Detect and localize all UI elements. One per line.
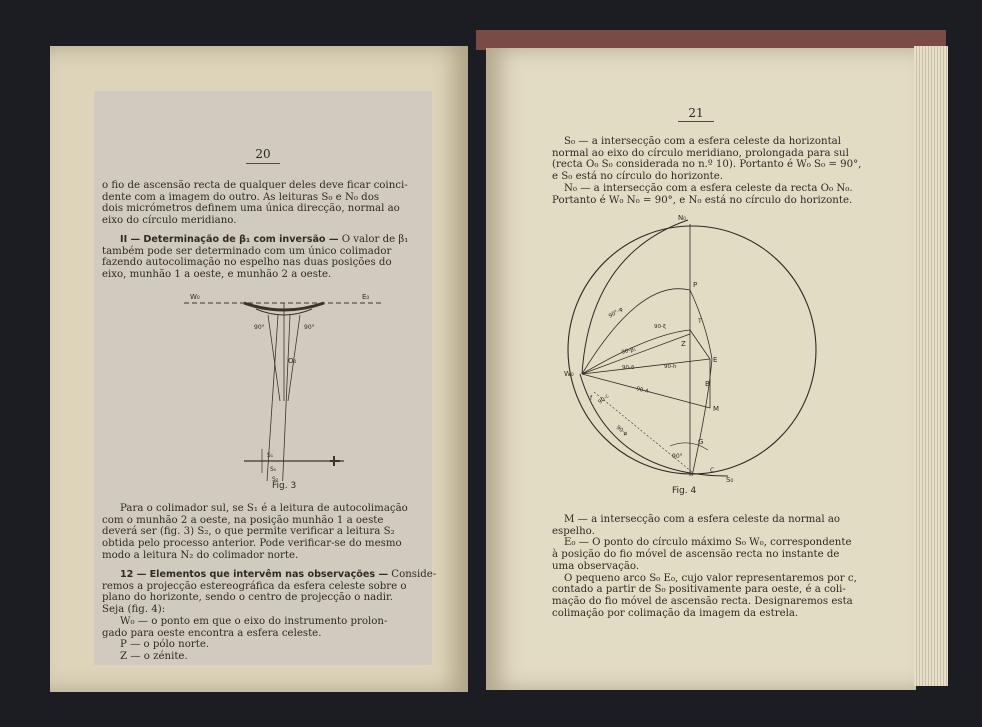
fig4-label-b: B [705, 380, 710, 388]
fig4-angle-8: 90-φ [614, 424, 629, 438]
fig3-label-w: W₀ [190, 293, 200, 301]
section-11-heading: II — Determinação de β₁ com inversão — [120, 234, 339, 245]
left-paragraph-2: Para o colimador sul, se S₁ é a leitura de autocolimação com o munhão 2 a oeste, na posição munhão 1 a oeste deverá ser (fig. 3) S₂, o que permite verificar a leitura S₂ obtida pelo processo anterior. Pode verificar-se do mesmo modo a leitura N₂ do colimador norte. [102, 503, 408, 561]
fig3-label-o: O₀ [288, 357, 297, 365]
fig4-angle-3: 90-β₁ [621, 346, 637, 356]
fig3-label-s2: S₂ [272, 476, 279, 481]
fig4-label-c: C [710, 467, 715, 474]
fig3-label-s0: S₀ [270, 466, 277, 473]
fig3-caption: Fig. 3 [272, 481, 297, 491]
left-page [50, 46, 468, 692]
right-page [486, 48, 916, 690]
figure-3 [184, 291, 404, 481]
fig4-label-t: T [698, 318, 702, 325]
fig4-angle-2: 90-ξ [654, 324, 667, 330]
page-number-left: 20 [255, 147, 271, 161]
fig3-label-e: E₀ [362, 293, 370, 301]
fig4-label-w: W₀ [564, 370, 574, 378]
section-12: 12 — Elementos que intervêm nas observações — Conside- remos a projecção estereográfica da esfera celeste sobre o plano do horizonte, sendo o centro de projecção o nadir. Seja (fig. 4): W₀ — o ponto em que o eixo do instrumento prolon- gado para oeste encontra a esfera celeste. P — o pólo norte. Z — o zénite. [102, 569, 437, 662]
fig4-label-s: S₀ [726, 476, 734, 482]
fig4-angle-7: 90-c [597, 393, 611, 406]
book-spine-edge [476, 30, 946, 50]
fig3-angle-left: 90° [254, 324, 265, 331]
fig4-label-f: f [590, 395, 593, 402]
page-edges [914, 46, 948, 686]
fig4-label-g: G [698, 438, 704, 446]
fig4-angle-5: 90-h [664, 364, 677, 370]
section-11: II — Determinação de β₁ com inversão — O valor de β₁ também pode ser determinado com um único colimador fazendo autocolimação no espelho nas duas posições do eixo, munhão 1 a oeste, e munhão 2 a oeste. [102, 234, 409, 281]
fig4-label-m: M [713, 405, 720, 413]
fig4-angle-1: 90°-φ [607, 306, 625, 320]
fig4-label-n: N₀ [678, 214, 687, 222]
fig4-angle-4: 90-δ [622, 365, 635, 371]
right-paragraph-2: M — a intersecção com a esfera celeste da normal ao espelho. E₀ — O ponto do círculo máximo S₀ W₀, correspondente à posição do fio móvel de ascensão recta no instante de uma observação. O pequeno arco S₀ E₀, cujo valor representaremos por c, contado a partir de S₀ positivamente para oeste, é a coli- mação do fio móvel de ascensão recta. Designaremos esta colimação por colimação da imagem da estrela. [552, 514, 857, 619]
fig4-label-p: P [693, 281, 698, 289]
page-number-right: 21 [688, 106, 704, 120]
page-number-rule [246, 163, 280, 164]
figure-4 [550, 214, 830, 482]
fig4-label-e: E [713, 356, 718, 364]
page-number-rule-right [678, 121, 714, 122]
fig4-angle-6: 90-A [635, 386, 650, 395]
left-paragraph-1: o fio de ascensão recta de qualquer deles deve ficar coinci- dente com a imagem do outro. As leituras S₀ e N₀ dos dois micrómetros definem uma única direcção, normal ao eixo do círculo meridiano. [102, 180, 408, 227]
left-page-paste-area [94, 91, 437, 665]
right-paragraph-1: S₀ — a intersecção com a esfera celeste da horizontal normal ao eixo do círculo meridiano, prolongada para sul (recta O₀ S₀ considerada no n.º 10). Portanto é W₀ S₀ = 90°, e S₀ está no círculo do horizonte. N₀ — a intersecção com a esfera celeste da recta O₀ N₀. Portanto é W₀ N₀ = 90°, e N₀ está no círculo do horizonte. [552, 136, 862, 206]
fig3-label-s1: S₁ [267, 452, 274, 459]
fig4-label-z: Z [681, 340, 686, 348]
fig4-caption: Fig. 4 [672, 486, 697, 496]
section-12-heading: 12 — Elementos que intervêm nas observações — [120, 569, 389, 580]
fig4-horizon-circle [568, 226, 816, 474]
fig4-label-r: 90° [672, 453, 683, 460]
fig3-angle-right: 90° [304, 324, 315, 331]
